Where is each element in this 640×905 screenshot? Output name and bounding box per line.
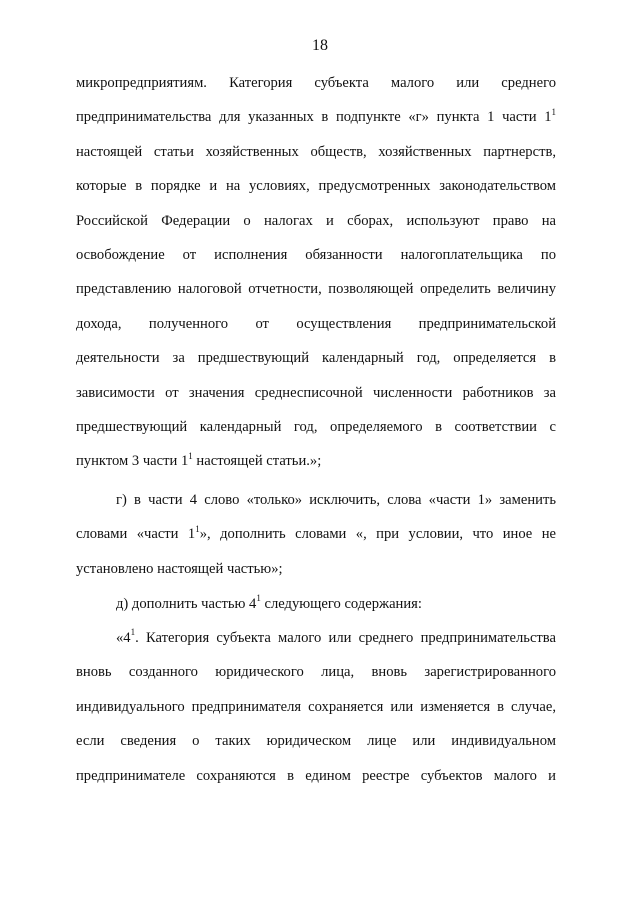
text-line: вновь созданного юридического лица, вновь зарегистрированного <box>76 664 556 681</box>
text-line: Российской Федерации о налогах и сборах, используют право на <box>76 212 556 229</box>
text-line: которые в порядке и на условиях, предусмотренных законодательством <box>76 178 556 195</box>
text-line: освобождение от исполнения обязанности налогоплательщика по <box>76 247 556 264</box>
text-line: индивидуального предпринимателя сохраняется или изменяется в случае, <box>76 698 556 715</box>
paragraph-4 <box>76 621 556 793</box>
text-line: пунктом 3 части $1^1$ настоящей статьи.»; <box>76 450 322 470</box>
superscript: 1 <box>256 593 261 604</box>
page-number: 18 <box>312 37 328 54</box>
superscript: 1 <box>188 450 193 461</box>
text-line: представлению налоговой отчетности, позволяющей определить величину <box>76 281 556 298</box>
paragraph-1 <box>76 66 556 479</box>
text-line: если сведения о таких юридическом лице или индивидуальном <box>76 733 556 750</box>
superscript: 1 <box>130 627 136 638</box>
text-line: предпринимательства для указанных в подпункте «г» пункта 1 части $1^1$ <box>76 106 556 126</box>
text-line: предшествующий календарный год, определяемого в соответствии с <box>76 419 556 436</box>
text-line: дохода, полученного от осуществления предпринимательской <box>76 315 556 332</box>
text-line: зависимости от значения среднесписочной численности работников за <box>76 384 556 401</box>
text-line: микропредприятиям. Категория субъекта малого или среднего <box>76 75 556 91</box>
text-line: словами «части $1^1$», дополнить словами «, при условии, что иное не <box>76 523 556 543</box>
text-line: «$4^1$. Категория субъекта малого или среднего предпринимательства <box>116 627 556 646</box>
text-line: предпринимателе сохраняются в едином реестре субъектов малого и <box>76 767 556 784</box>
text-line: г) в части 4 слово «только» исключить, слова «части 1» заменить <box>116 492 556 508</box>
superscript: 1 <box>195 523 200 534</box>
text-line: деятельности за предшествующий календарный год, определяется в <box>76 350 556 367</box>
paragraph-3 <box>76 587 556 621</box>
text-line: установлено настоящей частью»; <box>76 560 283 577</box>
paragraph-2 <box>76 483 556 586</box>
superscript: 1 <box>551 106 556 117</box>
text-line: д) дополнить частью $4^1$ следующего содержания: <box>116 593 422 612</box>
text-line: настоящей статьи хозяйственных обществ, хозяйственных партнерств, <box>76 143 556 160</box>
